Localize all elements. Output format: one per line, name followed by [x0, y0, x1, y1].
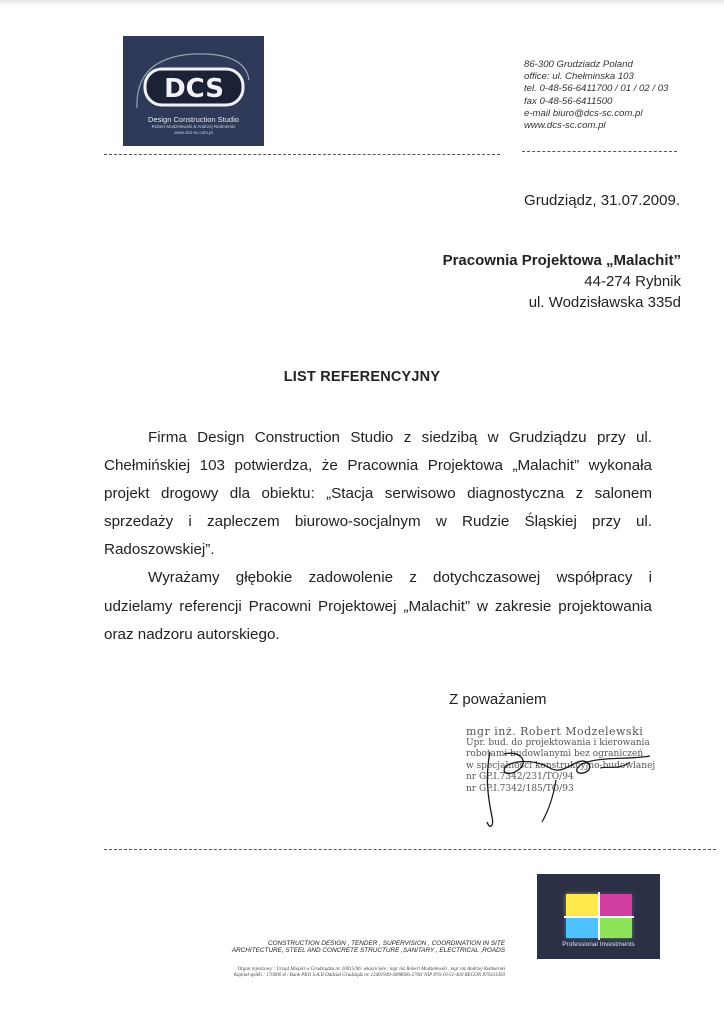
stamp-line: w specjalności konstrukcyjno-budowlanej: [466, 760, 656, 771]
footer-registry-line: Kapitał spółki : 170000 zł / Bank PKO S.A.II Oddział Grudziądz nr. 12401949-4008606-2700/ NIP 876-10-51-469 REGON 870331450: [233, 973, 505, 979]
recipient-name: Pracownia Projektowa „Malachit”: [442, 252, 681, 269]
professional-investments-logo: [537, 874, 660, 959]
document-title: LIST REFERENCYJNY: [283, 369, 441, 385]
contact-phone: tel. 0-48-56-6411700 / 01 / 02 / 03: [524, 83, 669, 95]
body-paragraph: Wyrażamy głębokie zadowolenie z dotychczasowej współpracy i udzielamy referencji Pracowni Projektowej „Malachit” w zakresie projektowania oraz nadzoru autorskiego.: [104, 569, 652, 643]
footer-divider: [104, 849, 716, 850]
footer-services-line: CONSTRUCTION DESIGN , TENDER , SUPERVISION , COORDINATION IN SITE: [268, 940, 505, 947]
stamp-line: robotami budowlanymi bez ograniczeń: [466, 749, 644, 759]
footer-registry: [170, 967, 505, 980]
logo-web: www.dcs-sc.com.pl: [174, 130, 213, 135]
page-top-edge: [0, 0, 724, 6]
letter-body: [104, 424, 652, 649]
contact-fax: fax 0-48-56-6411500: [524, 95, 613, 107]
contact-address: 86-300 Grudziadz Poland: [524, 59, 633, 70]
stamp-line: mgr inż. Robert Modzelewski: [466, 725, 644, 738]
dcs-logo: [123, 36, 264, 146]
contact-email: e-mail biuro@dcs-sc.com.pl: [524, 107, 643, 119]
recipient-block: [443, 250, 681, 313]
contact-office: office: ul. Chełminska 103: [524, 71, 634, 83]
letter-date: Grudziądz, 31.07.2009.: [524, 192, 680, 209]
header-divider: [104, 154, 500, 155]
quadrant-yellow: [566, 894, 598, 916]
quadrant-magenta: [600, 894, 632, 916]
footer-services: [230, 940, 505, 955]
stamp-line: nr GP.I.7342/231/TO/94: [466, 772, 574, 782]
logo-owners: Robert Modzelewski & Andrzej Redmerski: [151, 124, 236, 129]
body-paragraph: Firma Design Construction Studio z siedzibą w Grudziądzu przy ul. Chełmińskiej 103 potwierdza, że Pracownia Projektowa „Malachit” wykonała projekt drogowy dla obiektu: „Stacja serwisowo diagnostyczna z salonem sprzedaży i zapleczem biurowo-socjalnym w Rudzie Śląskiej przy ul. Radoszowskiej”.: [104, 429, 652, 559]
handwritten-signature: [460, 722, 685, 834]
contact-block: [524, 59, 714, 132]
dcs-logo-text: DCS: [164, 74, 224, 104]
signature-stamp: [460, 722, 685, 834]
contact-divider: [522, 151, 677, 152]
stamp-line: nr GP.I.7342/185/TO/93: [466, 783, 574, 794]
logo-company-name: Design Construction Studio: [148, 115, 239, 124]
stamp-line: Upr. bud. do projektowania i kierowania: [466, 737, 650, 748]
recipient-city: 44-274 Rybnik: [584, 273, 681, 290]
footer-services-line: ARCHITECTURE, STEEL AND CONCRETE STRUCTURE ,SANITARY , ELECTRICAL ,ROADS: [231, 947, 505, 955]
contact-website: www.dcs-sc.com.pl: [524, 120, 606, 132]
footer-registry-line: Organ rejestrowy : Urząd Miejski w Grudziądzu nr. 10015/96: właściciele : mgr inż Robert Modzelewski , mgr inż Andrzej Redmerski: [237, 967, 505, 972]
quadrant-blue: [566, 918, 598, 938]
closing-phrase: Z poważaniem: [449, 691, 547, 708]
quadrant-green: [600, 918, 632, 938]
recipient-street: ul. Wodzisławska 335d: [528, 294, 681, 311]
partner-logo-label: Professional Investments: [562, 941, 635, 948]
